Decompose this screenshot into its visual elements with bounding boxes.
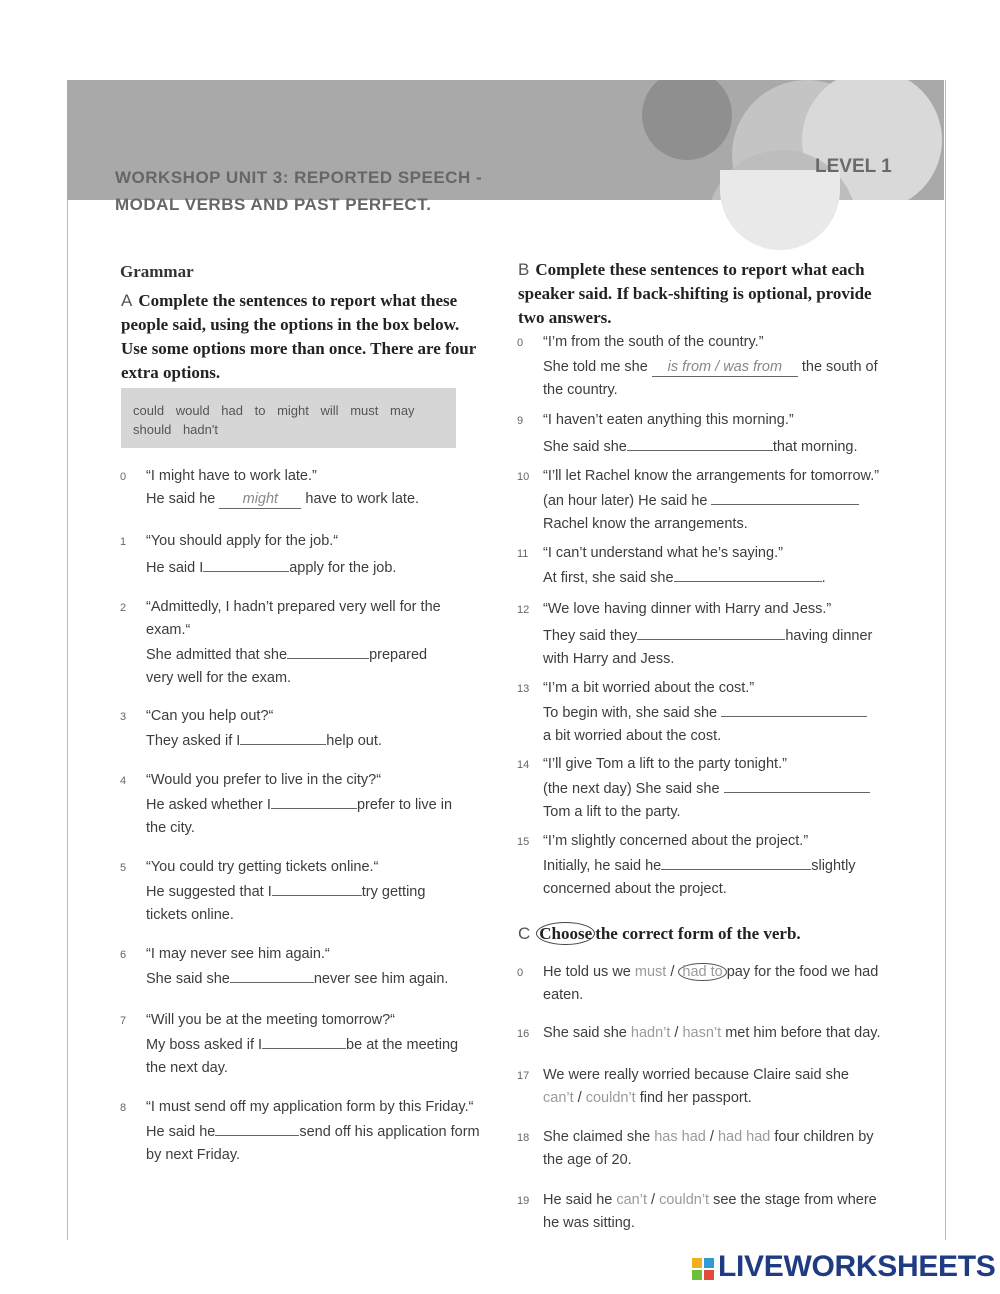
exercise-item: 12 “We love having dinner with Harry and Jess.” They said they having dinner with Harry and Jess. <box>517 601 873 667</box>
option-word: hadn't <box>182 422 218 437</box>
section-a-letter: A <box>121 291 133 310</box>
section-c-instruction: C Choose the correct form of the verb. <box>518 924 801 943</box>
answer-field[interactable] <box>203 555 289 572</box>
exercise-item: 0 “I might have to work late.” He said he might have to work late. <box>120 468 420 507</box>
exercise-item: 6 “I may never see him again.“ She said she never see him again. <box>120 946 449 987</box>
option-word: might <box>277 403 309 418</box>
choice-option[interactable]: couldn’t <box>659 1192 710 1208</box>
answer-field[interactable] <box>287 642 369 659</box>
section-label: Grammar <box>120 262 194 281</box>
exercise-item: 9 “I haven’t eaten anything this morning.” She said she that morning. <box>517 412 858 455</box>
answer-field[interactable] <box>271 792 357 809</box>
exercise-item: 3 “Can you help out?“ They asked if I help out. <box>120 708 382 749</box>
answer-field[interactable]: might <box>219 491 301 509</box>
exercise-item: 2 “Admittedly, I hadn’t prepared very well for the exam.“ She admitted that she prepared very well for the exam. <box>120 599 441 686</box>
choice-option[interactable]: had had <box>717 1129 771 1145</box>
answer-field[interactable]: is from / was from <box>652 359 798 377</box>
choice-option-selected[interactable]: had to <box>678 963 726 981</box>
choice-item: 18 She claimed she has had / had had four children by the age of 20. <box>517 1129 874 1168</box>
choice-option[interactable]: must <box>634 964 667 980</box>
liveworksheets-logo-icon <box>692 1258 714 1280</box>
exercise-item: 8 “I must send off my application form by this Friday.“ He said he send off his application form by next Friday. <box>120 1099 480 1163</box>
exercise-item: 14 “I’ll give Tom a lift to the party tonight.” (the next day) She said she Tom a lift to the party. <box>543 753 893 824</box>
exercise-item: 5 “You could try getting tickets online.“ He suggested that I try getting tickets online. <box>120 859 426 923</box>
option-word: could <box>133 403 165 418</box>
answer-field[interactable] <box>724 776 870 793</box>
option-word: would <box>175 403 210 418</box>
options-box <box>121 388 456 448</box>
choice-item: 19 He said he can’t / couldn’t see the stage from where he was sitting. <box>517 1192 877 1231</box>
section-b-letter: B <box>518 260 530 279</box>
choice-option[interactable]: can’t <box>543 1090 574 1106</box>
choice-option[interactable]: has had <box>654 1129 706 1145</box>
option-word: had to <box>221 403 266 418</box>
option-word: may <box>389 403 415 418</box>
answer-field[interactable] <box>721 700 867 717</box>
choice-option[interactable]: hasn’t <box>682 1025 722 1041</box>
choice-option[interactable]: hadn’t <box>630 1025 671 1041</box>
option-word: will <box>320 403 339 418</box>
liveworksheets-brand[interactable]: LIVEWORKSHEETS <box>718 1250 996 1283</box>
option-word: should <box>133 422 172 437</box>
option-word: must <box>350 403 379 418</box>
answer-field[interactable] <box>674 565 822 582</box>
choice-option[interactable]: can’t <box>616 1192 647 1208</box>
section-a-instruction: A Complete the sentences to report what these people said, using the options in the box below. Use some options more than once. There are four extra options. <box>121 291 476 382</box>
choice-item: 16 She said she hadn’t / hasn’t met him before that day. <box>517 1025 881 1041</box>
answer-field[interactable] <box>711 488 859 505</box>
answer-field[interactable] <box>240 728 326 745</box>
exercise-item: 11 “I can’t understand what he’s saying.” At first, she said she . <box>517 545 826 586</box>
exercise-item: 7 “Will you be at the meeting tomorrow?“ My boss asked if I be at the meeting the next day. <box>120 1012 459 1076</box>
answer-field[interactable] <box>637 623 785 640</box>
exercise-item: 4 “Would you prefer to live in the city?“ He asked whether I prefer to live in the city. <box>120 772 453 836</box>
answer-field[interactable] <box>272 879 362 896</box>
section-b-instruction: B Complete these sentences to report what each speaker said. If back-shifting is optional, provide two answers. <box>518 260 872 327</box>
exercise-item: 0 “I’m from the south of the country.” She told me she is from / was from the south of the country. <box>517 334 878 398</box>
exercise-item: 1 “You should apply for the job.“ He said I apply for the job. <box>120 533 397 576</box>
page-title: WORKSHOP UNIT 3: REPORTED SPEECH - MODAL VERBS AND PAST PERFECT. <box>115 168 483 214</box>
answer-field[interactable] <box>230 966 314 983</box>
choice-option[interactable]: couldn’t <box>585 1090 636 1106</box>
answer-field[interactable] <box>627 434 773 451</box>
gear-decoration-icon <box>642 80 732 160</box>
choice-item: 17 We were really worried because Claire said she can’t / couldn’t find her passport. <box>517 1067 849 1106</box>
level-badge: LEVEL 1 <box>815 156 892 177</box>
answer-field[interactable] <box>661 853 811 870</box>
choice-item: 0 He told us we must / had to pay for the food we had eaten. <box>517 964 879 1003</box>
answer-field[interactable] <box>215 1119 299 1136</box>
section-c-letter: C <box>518 924 531 943</box>
answer-field[interactable] <box>262 1032 346 1049</box>
exercise-item: 13 “I’m a bit worried about the cost.” To begin with, she said she a bit worried about the cost. <box>543 677 893 748</box>
exercise-item: 10 “I’ll let Rachel know the arrangements for tomorrow.” (an hour later) He said he Rachel know the arrangements. <box>517 468 880 532</box>
exercise-item: 15 “I’m slightly concerned about the project.” Initially, he said he slightly concerned about the project. <box>517 833 856 897</box>
